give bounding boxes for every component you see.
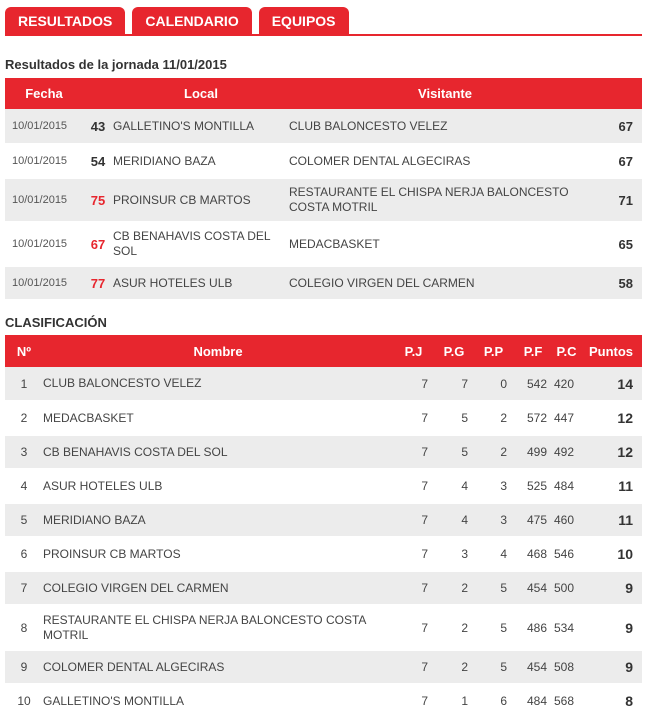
away-team: CLUB BALONCESTO VELEZ: [289, 109, 601, 144]
played: 7: [393, 401, 434, 435]
points: 14: [580, 367, 642, 401]
tab-resultados[interactable]: RESULTADOS: [5, 7, 125, 35]
result-row: [5, 222, 642, 266]
home-team: MERIDIANO BAZA: [113, 144, 289, 178]
won: 5: [434, 401, 474, 435]
team-position: 8: [5, 605, 43, 650]
played: 7: [393, 605, 434, 650]
away-team: RESTAURANTE EL CHISPA NERJA BALONCESTO COSTA MOTRIL: [289, 178, 601, 222]
match-date: 10/01/2015: [5, 178, 83, 222]
result-row: [5, 266, 642, 300]
team-name: RESTAURANTE EL CHISPA NERJA BALONCESTO COSTA MOTRIL: [43, 605, 393, 650]
won: 5: [434, 435, 474, 469]
away-team: COLOMER DENTAL ALGECIRAS: [289, 144, 601, 178]
standings-row: [5, 605, 642, 650]
points-against: 492: [553, 435, 580, 469]
team-position: 7: [5, 571, 43, 605]
lost: 5: [474, 605, 513, 650]
home-score: 77: [83, 266, 113, 300]
points-against: 460: [553, 503, 580, 537]
won: 1: [434, 684, 474, 718]
home-score: 43: [83, 109, 113, 144]
away-score: 65: [601, 222, 642, 266]
standings-row: [5, 401, 642, 435]
points-against: 546: [553, 537, 580, 571]
tab-equipos[interactable]: EQUIPOS: [259, 7, 349, 35]
points-for: 468: [513, 537, 553, 571]
home-team: GALLETINO'S MONTILLA: [113, 109, 289, 144]
played: 7: [393, 571, 434, 605]
results-body: [5, 109, 642, 300]
team-name: PROINSUR CB MARTOS: [43, 537, 393, 571]
played: 7: [393, 650, 434, 684]
lost: 0: [474, 367, 513, 401]
points: 10: [580, 537, 642, 571]
result-row: [5, 178, 642, 222]
lost: 3: [474, 469, 513, 503]
lost: 4: [474, 537, 513, 571]
played: 7: [393, 684, 434, 718]
lost: 5: [474, 571, 513, 605]
away-score: 67: [601, 144, 642, 178]
team-name: MERIDIANO BAZA: [43, 503, 393, 537]
team-name: ASUR HOTELES ULB: [43, 469, 393, 503]
team-position: 2: [5, 401, 43, 435]
team-position: 1: [5, 367, 43, 401]
home-score: 67: [83, 222, 113, 266]
header-pj: P.J: [393, 335, 434, 367]
played: 7: [393, 367, 434, 401]
points: 12: [580, 401, 642, 435]
header-pp: P.P: [474, 335, 513, 367]
header-pg: P.G: [434, 335, 474, 367]
points: 9: [580, 650, 642, 684]
lost: 3: [474, 503, 513, 537]
home-score: 54: [83, 144, 113, 178]
header-date: Fecha: [5, 78, 83, 109]
away-team: COLEGIO VIRGEN DEL CARMEN: [289, 266, 601, 300]
won: 2: [434, 605, 474, 650]
points-against: 500: [553, 571, 580, 605]
team-name: MEDACBASKET: [43, 401, 393, 435]
lost: 2: [474, 401, 513, 435]
played: 7: [393, 537, 434, 571]
header-pts: Puntos: [580, 335, 642, 367]
away-score: 71: [601, 178, 642, 222]
header-name: Nombre: [43, 335, 393, 367]
home-score: 75: [83, 178, 113, 222]
tab-bar: [5, 7, 356, 35]
standings-row: [5, 469, 642, 503]
points: 9: [580, 571, 642, 605]
standings-row: [5, 367, 642, 401]
header-pf: P.F: [513, 335, 553, 367]
result-row: [5, 144, 642, 178]
match-date: 10/01/2015: [5, 266, 83, 300]
points-against: 447: [553, 401, 580, 435]
lost: 6: [474, 684, 513, 718]
points-for: 525: [513, 469, 553, 503]
standings-body: [5, 367, 642, 718]
team-position: 5: [5, 503, 43, 537]
points: 8: [580, 684, 642, 718]
won: 2: [434, 650, 474, 684]
standings-row: [5, 503, 642, 537]
points: 12: [580, 435, 642, 469]
played: 7: [393, 469, 434, 503]
points-against: 568: [553, 684, 580, 718]
header-pos: Nº: [5, 335, 43, 367]
points-for: 499: [513, 435, 553, 469]
results-table: [5, 78, 642, 301]
won: 4: [434, 503, 474, 537]
match-date: 10/01/2015: [5, 109, 83, 144]
team-name: CB BENAHAVIS COSTA DEL SOL: [43, 435, 393, 469]
header-home: Local: [113, 78, 289, 109]
won: 4: [434, 469, 474, 503]
points-for: 454: [513, 650, 553, 684]
points-for: 572: [513, 401, 553, 435]
standings-row: [5, 571, 642, 605]
team-position: 4: [5, 469, 43, 503]
standings-table: [5, 335, 642, 719]
standings-title: CLASIFICACIÓN: [5, 315, 107, 330]
header-pc: P.C: [553, 335, 580, 367]
points-against: 420: [553, 367, 580, 401]
team-position: 3: [5, 435, 43, 469]
points: 11: [580, 469, 642, 503]
won: 3: [434, 537, 474, 571]
points-for: 484: [513, 684, 553, 718]
results-title: Resultados de la jornada 11/01/2015: [5, 57, 227, 72]
tab-underline: [5, 34, 642, 36]
result-row: [5, 109, 642, 144]
won: 7: [434, 367, 474, 401]
played: 7: [393, 435, 434, 469]
team-name: GALLETINO'S MONTILLA: [43, 684, 393, 718]
points-for: 542: [513, 367, 553, 401]
standings-row: [5, 684, 642, 718]
team-position: 10: [5, 684, 43, 718]
match-date: 10/01/2015: [5, 144, 83, 178]
match-date: 10/01/2015: [5, 222, 83, 266]
home-team: PROINSUR CB MARTOS: [113, 178, 289, 222]
points-for: 475: [513, 503, 553, 537]
points: 11: [580, 503, 642, 537]
standings-row: [5, 435, 642, 469]
away-score: 67: [601, 109, 642, 144]
points-for: 454: [513, 571, 553, 605]
lost: 5: [474, 650, 513, 684]
points-against: 534: [553, 605, 580, 650]
points-against: 484: [553, 469, 580, 503]
tab-calendario[interactable]: CALENDARIO: [132, 7, 251, 35]
team-name: COLOMER DENTAL ALGECIRAS: [43, 650, 393, 684]
home-team: ASUR HOTELES ULB: [113, 266, 289, 300]
points-against: 508: [553, 650, 580, 684]
away-score: 58: [601, 266, 642, 300]
points-for: 486: [513, 605, 553, 650]
team-name: CLUB BALONCESTO VELEZ: [43, 367, 393, 401]
team-name: COLEGIO VIRGEN DEL CARMEN: [43, 571, 393, 605]
won: 2: [434, 571, 474, 605]
header-away: Visitante: [289, 78, 601, 109]
standings-row: [5, 650, 642, 684]
home-team: CB BENAHAVIS COSTA DEL SOL: [113, 222, 289, 266]
team-position: 6: [5, 537, 43, 571]
lost: 2: [474, 435, 513, 469]
away-team: MEDACBASKET: [289, 222, 601, 266]
standings-row: [5, 537, 642, 571]
played: 7: [393, 503, 434, 537]
points: 9: [580, 605, 642, 650]
team-position: 9: [5, 650, 43, 684]
